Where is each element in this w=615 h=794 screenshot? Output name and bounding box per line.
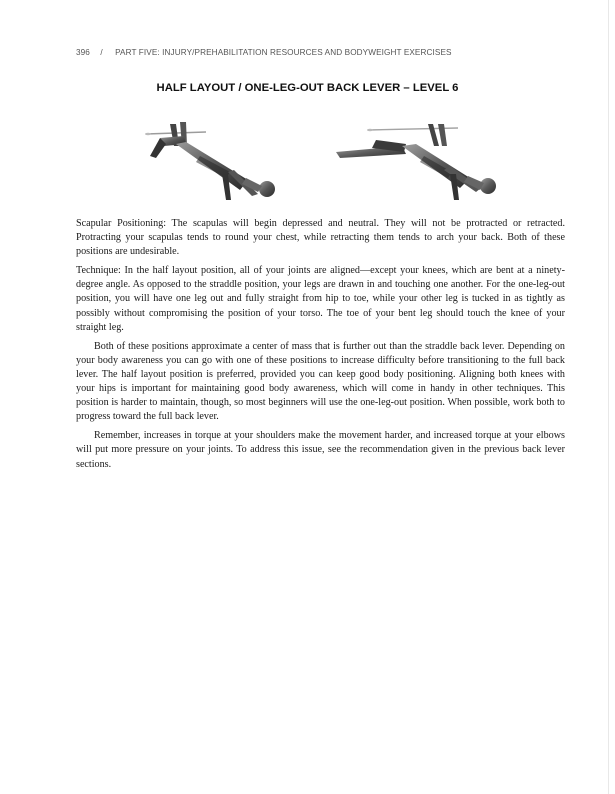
section-title: PART FIVE: INJURY/PREHABILITATION RESOURCES AND BODYWEIGHT EXERCISES	[115, 48, 452, 57]
paragraph-center-of-mass: Both of these positions approximate a center of mass that is further out than the straddle back lever. Depending on your body awareness you can go with one of these positions to increase difficulty before transitioning to the full back lever. The half layout position is preferred, provided you can keep good body positioning. Aligning both knees with your hips is important for maintaining good body awareness, which will come in handy in other techniques. This position is harder to maintain, though, so most beginners will use the one-leg-out position. When possible, work both to progress toward the full back lever.	[76, 340, 565, 423]
body-text	[76, 217, 565, 477]
page-edge	[608, 0, 609, 794]
figure-illustration	[332, 116, 504, 204]
exercise-title: HALF LAYOUT / ONE-LEG-OUT BACK LEVER – LEVEL 6	[156, 82, 459, 94]
paragraph-scapular-positioning: Scapular Positioning: The scapulas will begin depressed and neutral. They will not be protracted or retracted. Protracting your scapulas tends to round your chest, while retracting them tends to arch your back. Both of these positions are undesirable.	[76, 218, 565, 258]
header-separator: /	[100, 48, 103, 57]
page-number: 396	[76, 48, 90, 57]
paragraph-technique: Technique: In the half layout position, all of your joints are aligned—except your knees, which are bent at a ninety-degree angle. As opposed to the straddle position, your legs are drawn in and touching one another. For the one-leg-out position, you will have one leg out and fully straight from hip to toe, while your other leg is tucked in as tightly as possibly without compromising the position of your torso. The toe of your bent leg should touch the knee of your straight leg.	[76, 265, 565, 333]
paragraph-torque: Remember, increases in torque at your shoulders make the movement harder, and increased torque at your elbows will put more pressure on your joints. To address this issue, see the recommendation given in the previous back lever sections.	[76, 430, 565, 470]
running-head	[76, 48, 452, 57]
one-leg-out-back-lever-figure	[332, 116, 504, 204]
figure-illustration	[140, 116, 290, 204]
half-layout-back-lever-figure	[140, 116, 290, 204]
